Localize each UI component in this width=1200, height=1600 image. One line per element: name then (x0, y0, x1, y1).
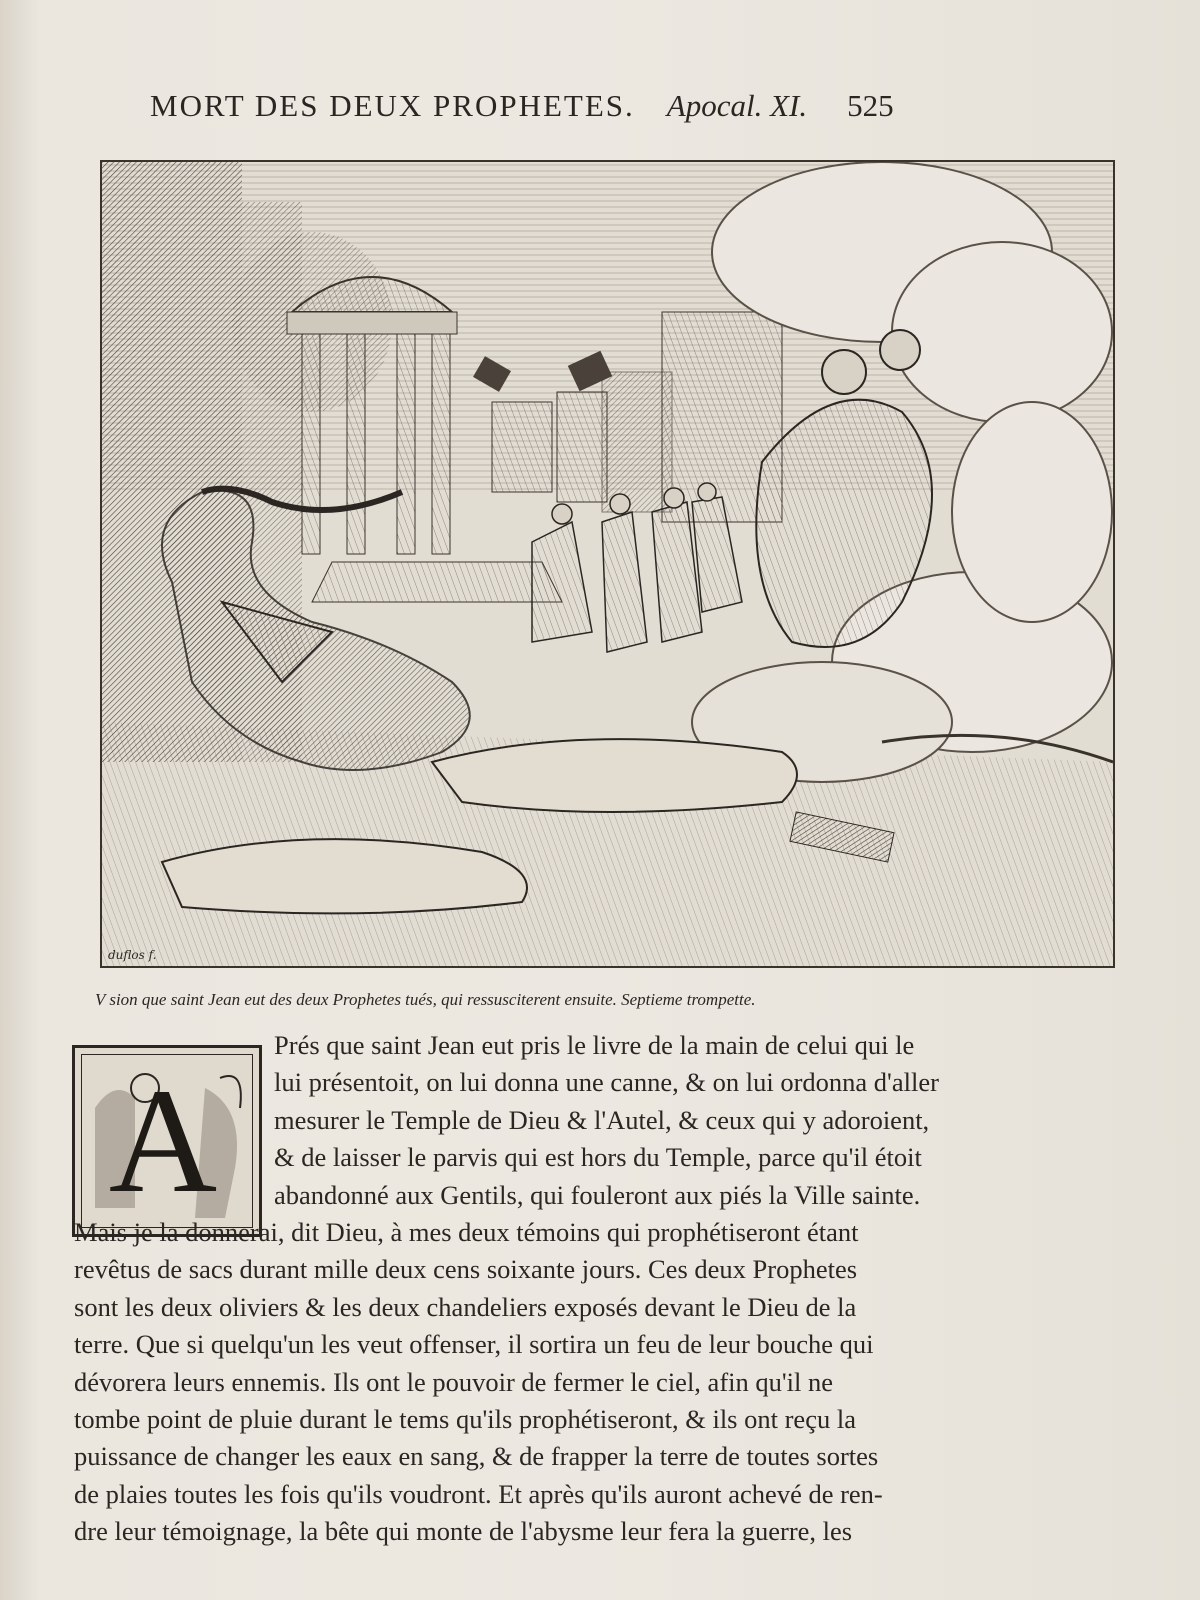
body-line: sont les deux oliviers & les deux chandeliers exposés devant le Dieu de la (74, 1291, 857, 1322)
scripture-reference: Apocal. XI. (666, 88, 808, 123)
body-text (74, 1027, 1134, 1550)
body-line: terre. Que si quelqu'un les veut offenser, il sortira un feu de leur bouche qui (74, 1329, 874, 1360)
body-line: mesurer le Temple de Dieu & l'Autel, & ceux qui y adoroient, (274, 1104, 930, 1135)
body-line: revêtus de sacs durant mille deux cens soixante jours. Ces deux Prophetes (74, 1254, 858, 1285)
body-line: dévorera leurs ennemis. Ils ont le pouvoir de fermer le ciel, afin qu'il ne (74, 1366, 834, 1397)
body-line: Mais je la donnerai, dit Dieu, à mes deux témoins qui prophétiseront étant (74, 1216, 859, 1247)
body-line: Prés que saint Jean eut pris le livre de la main de celui qui le (274, 1030, 915, 1060)
chapter-title: MORT DES DEUX PROPHETES. (150, 88, 635, 123)
page-number: 525 (847, 88, 894, 123)
illustration-caption: V sion que saint Jean eut des deux Prophetes tués, qui ressusciterent ensuite. Septieme trompette. (95, 990, 756, 1009)
body-line: lui présentoit, on lui donna une canne, & on lui ordonna d'aller (274, 1067, 939, 1098)
body-line: puissance de changer les eaux en sang, & de frapper la terre de toutes sortes (74, 1441, 879, 1472)
body-line: tombe point de pluie durant le tems qu'ils prophétiseront, & ils ont reçu la (74, 1403, 856, 1434)
engraving-illustration (100, 160, 1115, 968)
running-header (150, 88, 1150, 138)
body-line: de plaies toutes les fois qu'ils voudront. Et après qu'ils auront achevé de ren- (74, 1478, 883, 1509)
body-line: abandonné aux Gentils, qui fouleront aux piés la Ville sainte. (274, 1179, 921, 1210)
body-line: dre leur témoignage, la bête qui monte de l'abysme leur fera la guerre, les (74, 1516, 853, 1547)
engraver-signature: duflos f. (108, 948, 157, 962)
engraving-drawing (102, 162, 1113, 966)
drop-cap-letter: A (108, 1058, 218, 1224)
body-line: & de laisser le parvis qui est hors du Temple, parce qu'il étoit (274, 1142, 922, 1173)
